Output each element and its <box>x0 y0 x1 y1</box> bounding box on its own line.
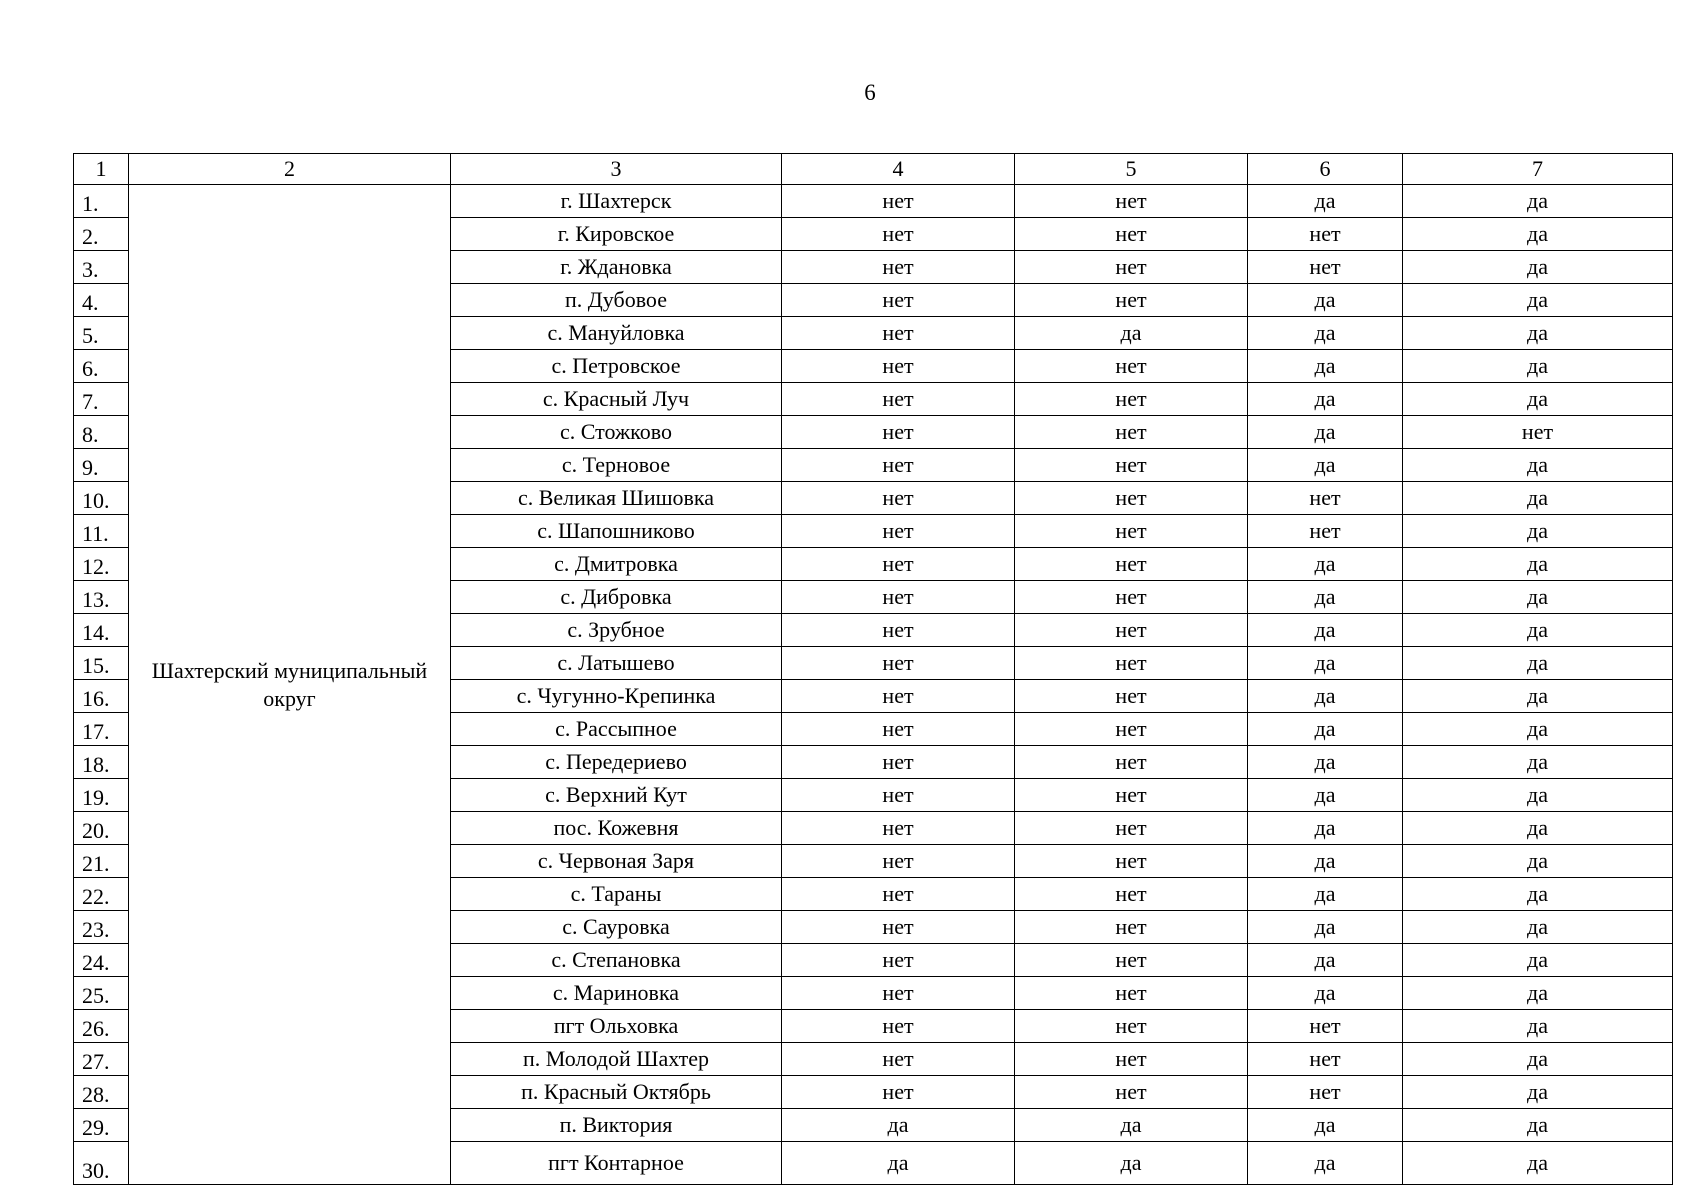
value-cell-col5: нет <box>1015 977 1248 1010</box>
value-cell-col7: да <box>1403 746 1673 779</box>
value-cell-col7: да <box>1403 350 1673 383</box>
value-cell-col5: нет <box>1015 944 1248 977</box>
value-cell-col5: нет <box>1015 1076 1248 1109</box>
value-cell-col4: нет <box>782 548 1015 581</box>
row-number: 10. <box>74 482 129 515</box>
value-cell-col7: да <box>1403 845 1673 878</box>
settlement-name: с. Стожково <box>451 416 782 449</box>
settlement-name: с. Степановка <box>451 944 782 977</box>
settlement-name: с. Червоная Заря <box>451 845 782 878</box>
value-cell-col6: да <box>1248 845 1403 878</box>
value-cell-col7: да <box>1403 944 1673 977</box>
value-cell-col7: да <box>1403 548 1673 581</box>
settlement-name: с. Сауровка <box>451 911 782 944</box>
row-number: 12. <box>74 548 129 581</box>
value-cell-col7: да <box>1403 317 1673 350</box>
value-cell-col4: нет <box>782 482 1015 515</box>
value-cell-col6: да <box>1248 911 1403 944</box>
value-cell-col7: да <box>1403 779 1673 812</box>
value-cell-col6: да <box>1248 383 1403 416</box>
value-cell-col4: нет <box>782 383 1015 416</box>
header-row <box>74 154 1673 185</box>
value-cell-col7: да <box>1403 1010 1673 1043</box>
row-number: 27. <box>74 1043 129 1076</box>
settlement-name: п. Молодой Шахтер <box>451 1043 782 1076</box>
value-cell-col5: нет <box>1015 812 1248 845</box>
row-number: 22. <box>74 878 129 911</box>
value-cell-col5: нет <box>1015 779 1248 812</box>
settlement-name: с. Верхний Кут <box>451 779 782 812</box>
settlement-name: г. Шахтерск <box>451 185 782 218</box>
row-number: 13. <box>74 581 129 614</box>
value-cell-col4: нет <box>782 416 1015 449</box>
value-cell-col5: нет <box>1015 218 1248 251</box>
value-cell-col4: нет <box>782 449 1015 482</box>
value-cell-col6: да <box>1248 1109 1403 1142</box>
value-cell-col4: нет <box>782 1043 1015 1076</box>
settlement-name: с. Терновое <box>451 449 782 482</box>
value-cell-col4: да <box>782 1109 1015 1142</box>
settlement-name: с. Мануйловка <box>451 317 782 350</box>
column-header: 5 <box>1015 154 1248 185</box>
value-cell-col6: нет <box>1248 1010 1403 1043</box>
value-cell-col6: да <box>1248 1142 1403 1185</box>
settlement-name: пгт Контарное <box>451 1142 782 1185</box>
value-cell-col7: нет <box>1403 416 1673 449</box>
value-cell-col6: да <box>1248 647 1403 680</box>
page-number: 6 <box>864 80 876 105</box>
value-cell-col5: нет <box>1015 911 1248 944</box>
value-cell-col5: да <box>1015 317 1248 350</box>
settlement-name: г. Ждановка <box>451 251 782 284</box>
value-cell-col6: да <box>1248 746 1403 779</box>
row-number: 6. <box>74 350 129 383</box>
row-number: 26. <box>74 1010 129 1043</box>
row-number: 30. <box>74 1142 129 1185</box>
settlement-name: с. Петровское <box>451 350 782 383</box>
value-cell-col7: да <box>1403 251 1673 284</box>
row-number: 9. <box>74 449 129 482</box>
settlement-name: с. Дмитровка <box>451 548 782 581</box>
value-cell-col4: нет <box>782 746 1015 779</box>
value-cell-col5: нет <box>1015 416 1248 449</box>
value-cell-col5: нет <box>1015 185 1248 218</box>
value-cell-col6: да <box>1248 944 1403 977</box>
value-cell-col6: да <box>1248 812 1403 845</box>
row-number: 21. <box>74 845 129 878</box>
row-number: 2. <box>74 218 129 251</box>
row-number: 4. <box>74 284 129 317</box>
value-cell-col5: нет <box>1015 614 1248 647</box>
settlements-table <box>73 153 1673 1185</box>
value-cell-col5: нет <box>1015 845 1248 878</box>
row-number: 3. <box>74 251 129 284</box>
value-cell-col4: нет <box>782 284 1015 317</box>
value-cell-col4: нет <box>782 812 1015 845</box>
value-cell-col5: нет <box>1015 284 1248 317</box>
value-cell-col4: нет <box>782 680 1015 713</box>
value-cell-col5: нет <box>1015 251 1248 284</box>
value-cell-col5: да <box>1015 1142 1248 1185</box>
settlement-name: с. Красный Луч <box>451 383 782 416</box>
row-number: 24. <box>74 944 129 977</box>
value-cell-col5: нет <box>1015 1043 1248 1076</box>
settlement-name: с. Чугунно-Крепинка <box>451 680 782 713</box>
value-cell-col5: нет <box>1015 1010 1248 1043</box>
value-cell-col7: да <box>1403 1109 1673 1142</box>
value-cell-col4: нет <box>782 515 1015 548</box>
value-cell-col6: да <box>1248 185 1403 218</box>
column-header: 1 <box>74 154 129 185</box>
value-cell-col4: нет <box>782 614 1015 647</box>
value-cell-col6: да <box>1248 449 1403 482</box>
value-cell-col5: нет <box>1015 680 1248 713</box>
value-cell-col6: да <box>1248 713 1403 746</box>
value-cell-col6: да <box>1248 581 1403 614</box>
value-cell-col6: да <box>1248 614 1403 647</box>
settlement-name: с. Великая Шишовка <box>451 482 782 515</box>
value-cell-col4: нет <box>782 317 1015 350</box>
value-cell-col4: нет <box>782 350 1015 383</box>
value-cell-col5: нет <box>1015 647 1248 680</box>
row-number: 5. <box>74 317 129 350</box>
row-number: 14. <box>74 614 129 647</box>
row-number: 20. <box>74 812 129 845</box>
value-cell-col7: да <box>1403 284 1673 317</box>
column-header: 6 <box>1248 154 1403 185</box>
value-cell-col4: нет <box>782 878 1015 911</box>
value-cell-col4: нет <box>782 713 1015 746</box>
value-cell-col4: нет <box>782 779 1015 812</box>
value-cell-col6: да <box>1248 284 1403 317</box>
value-cell-col5: нет <box>1015 383 1248 416</box>
value-cell-col4: нет <box>782 977 1015 1010</box>
settlement-name: с. Дибровка <box>451 581 782 614</box>
settlement-name: пгт Ольховка <box>451 1010 782 1043</box>
value-cell-col5: нет <box>1015 449 1248 482</box>
value-cell-col4: нет <box>782 845 1015 878</box>
settlement-name: с. Рассыпное <box>451 713 782 746</box>
value-cell-col7: да <box>1403 878 1673 911</box>
value-cell-col7: да <box>1403 977 1673 1010</box>
row-number: 16. <box>74 680 129 713</box>
value-cell-col6: нет <box>1248 1043 1403 1076</box>
row-number: 8. <box>74 416 129 449</box>
row-number: 11. <box>74 515 129 548</box>
value-cell-col7: да <box>1403 911 1673 944</box>
value-cell-col6: да <box>1248 548 1403 581</box>
table-body <box>74 185 1673 1185</box>
row-number: 29. <box>74 1109 129 1142</box>
value-cell-col4: нет <box>782 581 1015 614</box>
value-cell-col4: нет <box>782 1010 1015 1043</box>
value-cell-col6: да <box>1248 350 1403 383</box>
settlement-name: п. Дубовое <box>451 284 782 317</box>
column-header: 2 <box>129 154 451 185</box>
settlement-name: п. Красный Октябрь <box>451 1076 782 1109</box>
value-cell-col5: нет <box>1015 548 1248 581</box>
value-cell-col6: да <box>1248 680 1403 713</box>
row-number: 28. <box>74 1076 129 1109</box>
row-number: 25. <box>74 977 129 1010</box>
row-number: 7. <box>74 383 129 416</box>
value-cell-col5: нет <box>1015 713 1248 746</box>
value-cell-col5: нет <box>1015 350 1248 383</box>
settlement-name: с. Шапошниково <box>451 515 782 548</box>
value-cell-col4: нет <box>782 251 1015 284</box>
value-cell-col4: нет <box>782 911 1015 944</box>
table-row <box>74 185 1673 218</box>
settlement-name: п. Виктория <box>451 1109 782 1142</box>
value-cell-col7: да <box>1403 515 1673 548</box>
value-cell-col6: да <box>1248 416 1403 449</box>
settlement-name: с. Латышево <box>451 647 782 680</box>
value-cell-col6: нет <box>1248 482 1403 515</box>
value-cell-col6: нет <box>1248 251 1403 284</box>
settlement-name: пос. Кожевня <box>451 812 782 845</box>
value-cell-col7: да <box>1403 1076 1673 1109</box>
value-cell-col7: да <box>1403 647 1673 680</box>
value-cell-col4: нет <box>782 944 1015 977</box>
value-cell-col7: да <box>1403 218 1673 251</box>
value-cell-col7: да <box>1403 1043 1673 1076</box>
settlement-name: с. Передериево <box>451 746 782 779</box>
value-cell-col7: да <box>1403 680 1673 713</box>
value-cell-col4: нет <box>782 647 1015 680</box>
value-cell-col5: нет <box>1015 482 1248 515</box>
settlement-name: с. Зрубное <box>451 614 782 647</box>
value-cell-col5: нет <box>1015 746 1248 779</box>
value-cell-col5: да <box>1015 1109 1248 1142</box>
district-name: Шахтерский муниципальный округ <box>129 185 451 1185</box>
value-cell-col7: да <box>1403 581 1673 614</box>
column-header: 7 <box>1403 154 1673 185</box>
settlement-name: с. Мариновка <box>451 977 782 1010</box>
row-number: 17. <box>74 713 129 746</box>
row-number: 1. <box>74 185 129 218</box>
value-cell-col5: нет <box>1015 581 1248 614</box>
row-number: 19. <box>74 779 129 812</box>
value-cell-col7: да <box>1403 1142 1673 1185</box>
value-cell-col7: да <box>1403 713 1673 746</box>
value-cell-col6: нет <box>1248 218 1403 251</box>
value-cell-col6: да <box>1248 878 1403 911</box>
value-cell-col4: нет <box>782 1076 1015 1109</box>
settlement-name: г. Кировское <box>451 218 782 251</box>
value-cell-col6: да <box>1248 779 1403 812</box>
value-cell-col7: да <box>1403 383 1673 416</box>
column-header: 4 <box>782 154 1015 185</box>
value-cell-col5: нет <box>1015 878 1248 911</box>
value-cell-col6: нет <box>1248 515 1403 548</box>
row-number: 23. <box>74 911 129 944</box>
row-number: 18. <box>74 746 129 779</box>
value-cell-col6: да <box>1248 317 1403 350</box>
value-cell-col7: да <box>1403 812 1673 845</box>
settlement-name: с. Тараны <box>451 878 782 911</box>
row-number: 15. <box>74 647 129 680</box>
value-cell-col4: нет <box>782 218 1015 251</box>
value-cell-col7: да <box>1403 185 1673 218</box>
column-header: 3 <box>451 154 782 185</box>
value-cell-col4: нет <box>782 185 1015 218</box>
value-cell-col7: да <box>1403 614 1673 647</box>
value-cell-col6: нет <box>1248 1076 1403 1109</box>
value-cell-col4: да <box>782 1142 1015 1185</box>
value-cell-col6: да <box>1248 977 1403 1010</box>
value-cell-col5: нет <box>1015 515 1248 548</box>
value-cell-col7: да <box>1403 449 1673 482</box>
value-cell-col7: да <box>1403 482 1673 515</box>
